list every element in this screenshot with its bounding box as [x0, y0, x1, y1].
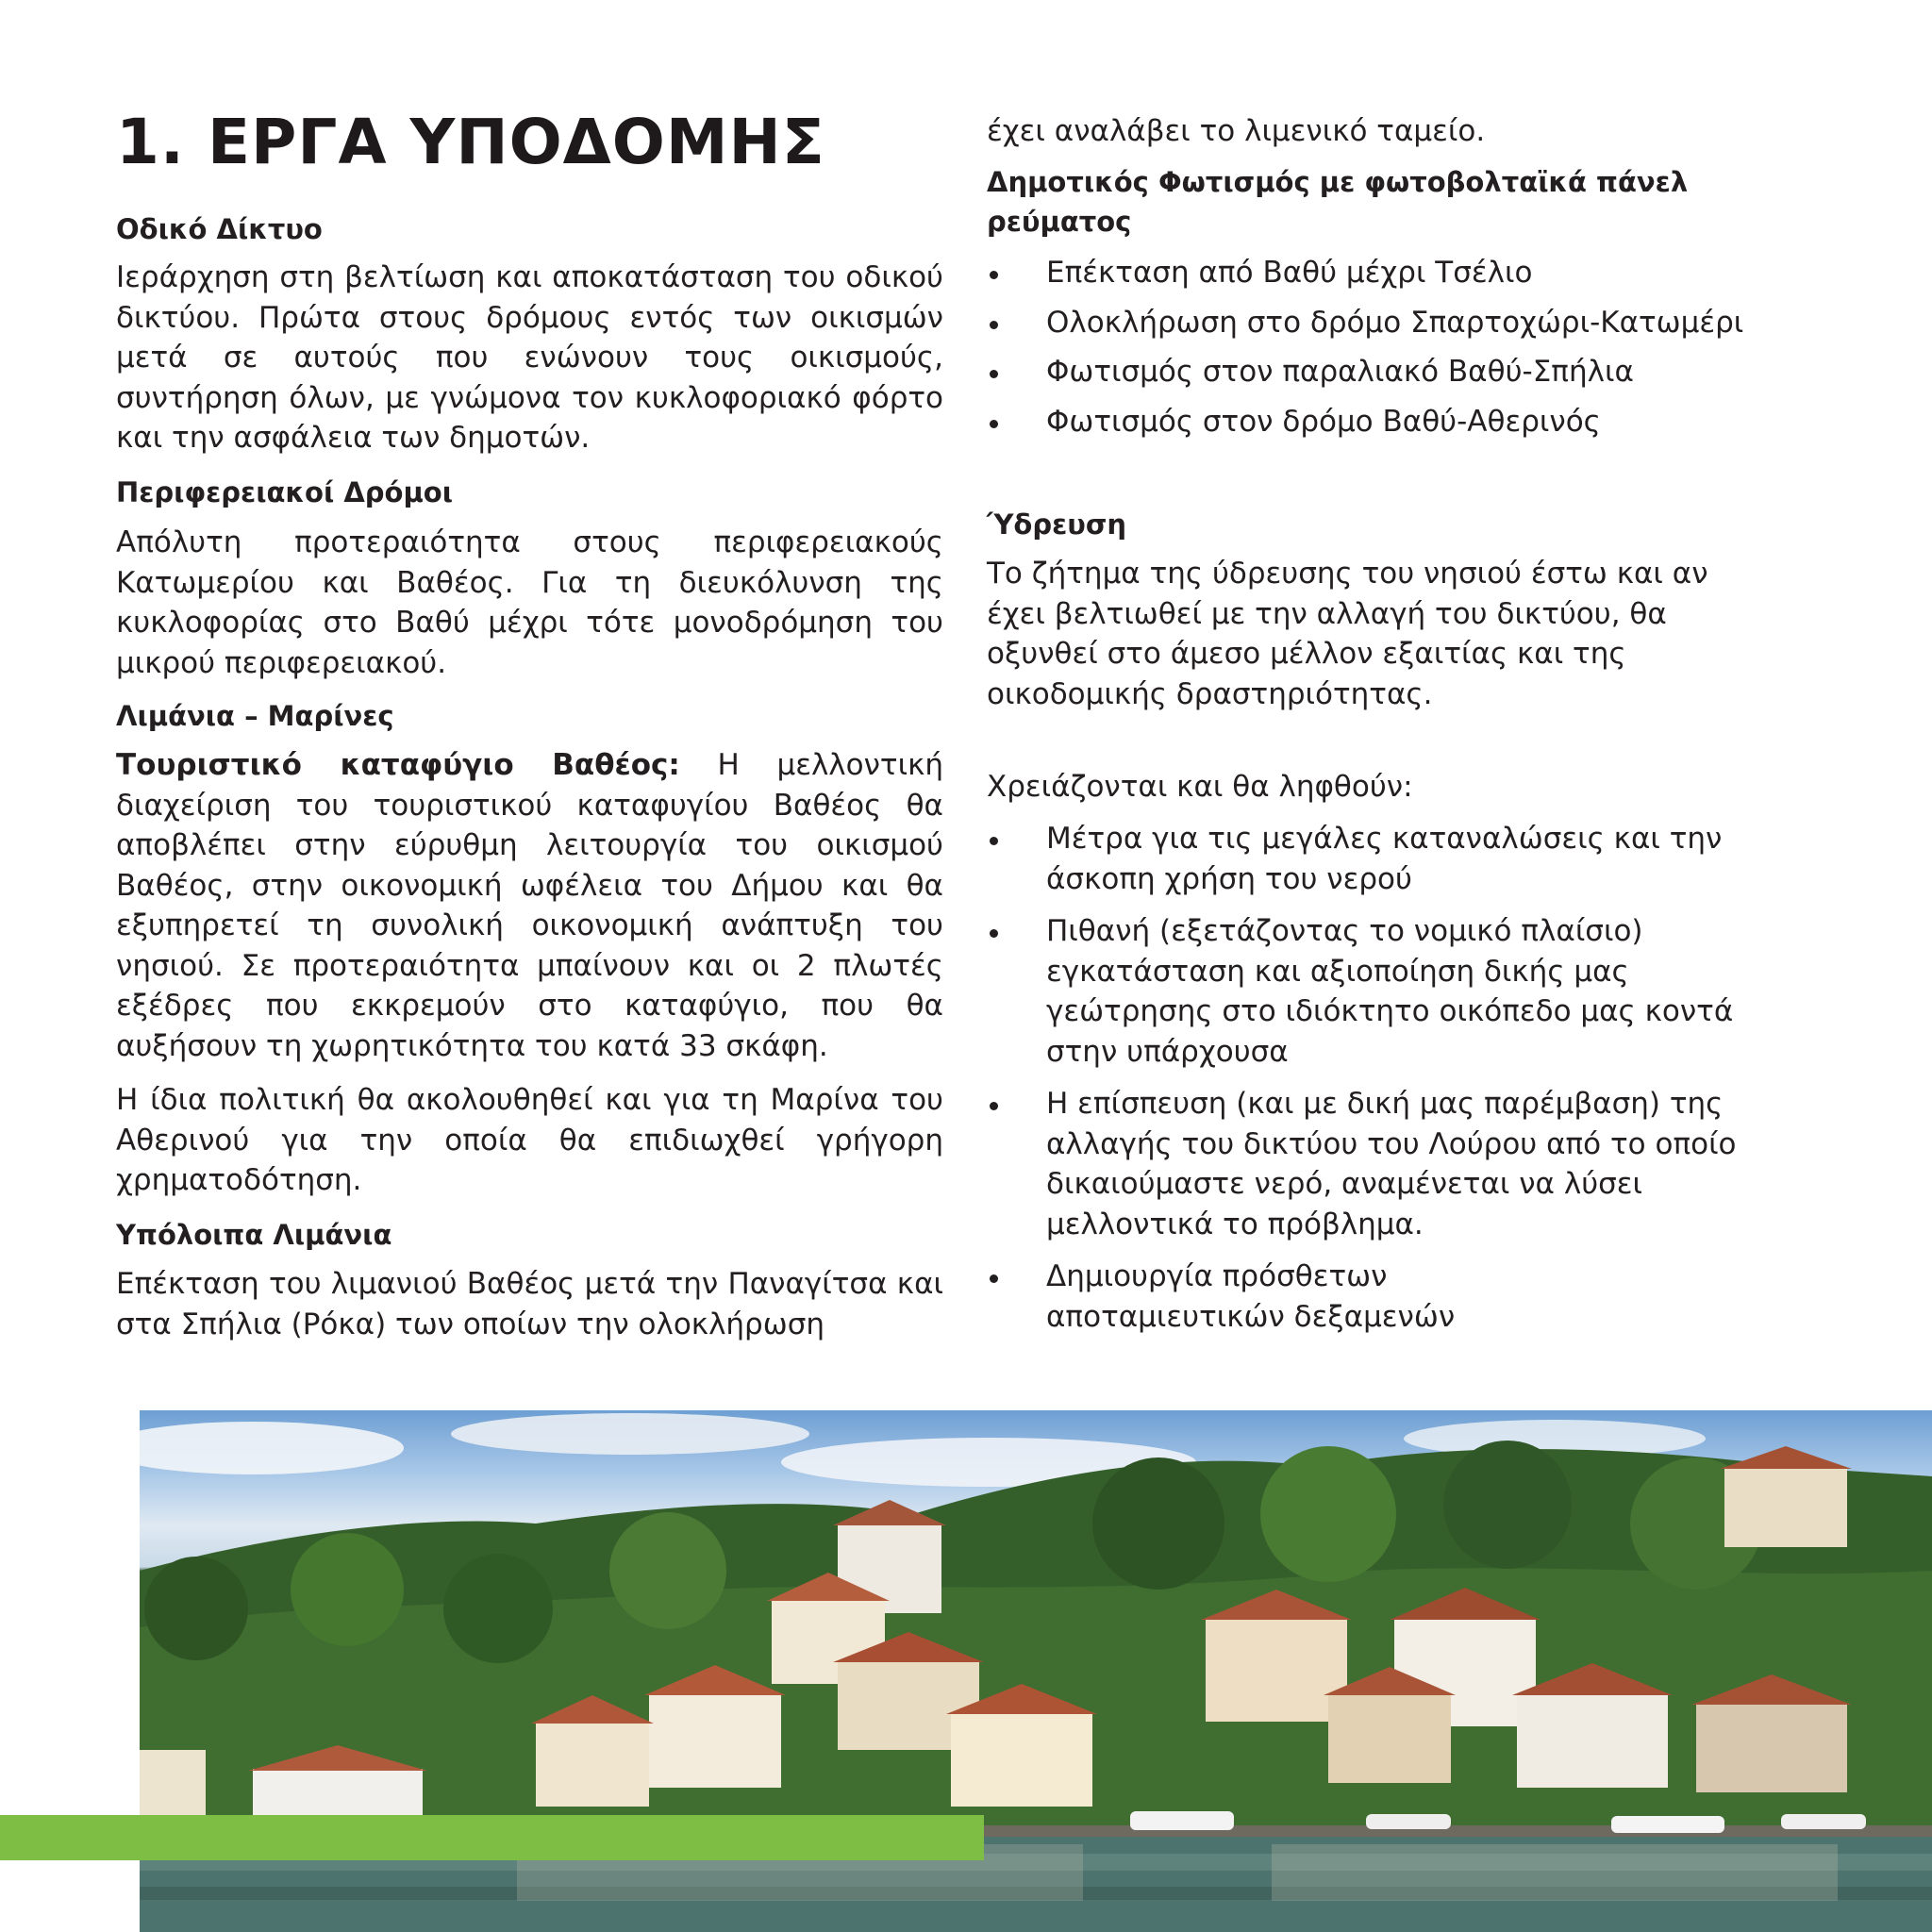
marina-atherinos-text: Η ίδια πολιτική θα ακολουθηθεί και για τη Μαρίνα του Αθερινού για την οποία θα επιδιωχθεί γρήγορη χρηματοδότηση.	[116, 1083, 943, 1197]
list-item: Ολοκλήρωση στο δρόμο Σπαρτοχώρι-Κατωμέρι	[987, 303, 1836, 343]
lighting-heading: Δημοτικός Φωτισμός με φωτοβολταϊκά πάνελ ρεύματος	[987, 166, 1689, 238]
page-title: 1. ΕΡΓΑ ΥΠΟΔΟΜΗΣ	[116, 106, 825, 178]
tourist-shelter-text	[116, 745, 943, 1066]
road-network-heading: Οδικό Δίκτυο	[116, 213, 323, 245]
water-measures-list	[987, 819, 1817, 1337]
ring-roads-heading: Περιφερειακοί Δρόμοι	[116, 476, 454, 508]
list-item: Φωτισμός στον δρόμο Βαθύ-Αθερινός	[987, 402, 1836, 442]
list-item: Φωτισμός στον παραλιακό Βαθύ-Σπήλια	[987, 352, 1836, 392]
list-item: Η επίσπευση (και με δική μας παρέμβαση) της αλλαγής του δικτύου του Λούρου από το οποίο δικαιούμαστε νερό, αναμένεται να λύσει μελλοντικά το πρόβλημα.	[987, 1084, 1817, 1244]
tourist-shelter-lead: Τουριστικό καταφύγιο Βαθέος:	[116, 748, 680, 782]
list-item: Μέτρα για τις μεγάλες καταναλώσεις και την άσκοπη χρήση του νερού	[987, 819, 1817, 899]
accent-bar	[0, 1815, 984, 1860]
other-ports-text: Επέκταση του λιμανιού Βαθέος μετά την Παναγίτσα και στα Σπήλια (Ρόκα) των οποίων την ολοκλήρωση	[116, 1267, 943, 1341]
ring-roads-text: Απόλυτη προτεραιότητα στους περιφερειακούς Κατωμερίου και Βαθέος. Για τη διευκόλυνση της κυκλοφορίας στο Βαθύ μέχρι τότε μονοδρόμηση του μικρού περιφερειακού.	[116, 525, 943, 680]
list-item: Επέκταση από Βαθύ μέχρι Τσέλιο	[987, 253, 1836, 293]
water-supply-text: Το ζήτημα της ύδρευσης του νησιού έστω και αν έχει βελτιωθεί με την αλλαγή του δικτύου, θα οξυνθεί στο άμεσο μέλλον εξαιτίας και της οικοδομικής δραστηριότητας.	[987, 557, 1708, 711]
needs-intro: Χρειάζονται και θα ληφθούν:	[987, 770, 1413, 804]
road-network-text: Ιεράρχηση στη βελτίωση και αποκατάσταση του οδικού δικτύου. Πρώτα στους δρόμους εντός των οικισμών μετά σε αυτούς που ενώνουν τους οικισμούς, συντήρηση όλων, με γνώμονα τον κυκλοφοριακό φόρτο και την ασφάλεια των δημοτών.	[116, 260, 943, 455]
list-item: Πιθανή (εξετάζοντας το νομικό πλαίσιο) εγκατάσταση και αξιοποίηση δικής μας γεώτρησης στο ιδιόκτητο οικόπεδο μας κοντά στην υπάρχουσα	[987, 911, 1817, 1072]
lighting-list	[987, 253, 1836, 441]
ports-marinas-heading: Λιμάνια – Μαρίνες	[116, 700, 394, 732]
tourist-shelter-body: Η μελλοντική διαχείριση του τουριστικού καταφυγίου Βαθέος θα αποβλέπει στην εύρυθμη λειτουργία του οικισμού Βαθέος, στην οικονομική ωφέλεια του Δήμου και θα εξυπηρετεί τη συνολική οικονομική ανάπτυξη του νησιού. Σε προτεραιότητα μπαίνουν και οι 2 πλωτές εξέδρες που εκκρεμούν στο καταφύγιο, που θα αυξήσουν τη χωρητικότητα του κατά 33 σκάφη.	[116, 748, 944, 1063]
continued-text: έχει αναλάβει το λιμενικό ταμείο.	[987, 114, 1486, 148]
water-supply-heading: Ύδρευση	[987, 508, 1127, 541]
other-ports-heading: Υπόλοιπα Λιμάνια	[116, 1219, 392, 1251]
list-item: Δημιουργία πρόσθετων αποταμιευτικών δεξαμενών	[987, 1257, 1817, 1337]
